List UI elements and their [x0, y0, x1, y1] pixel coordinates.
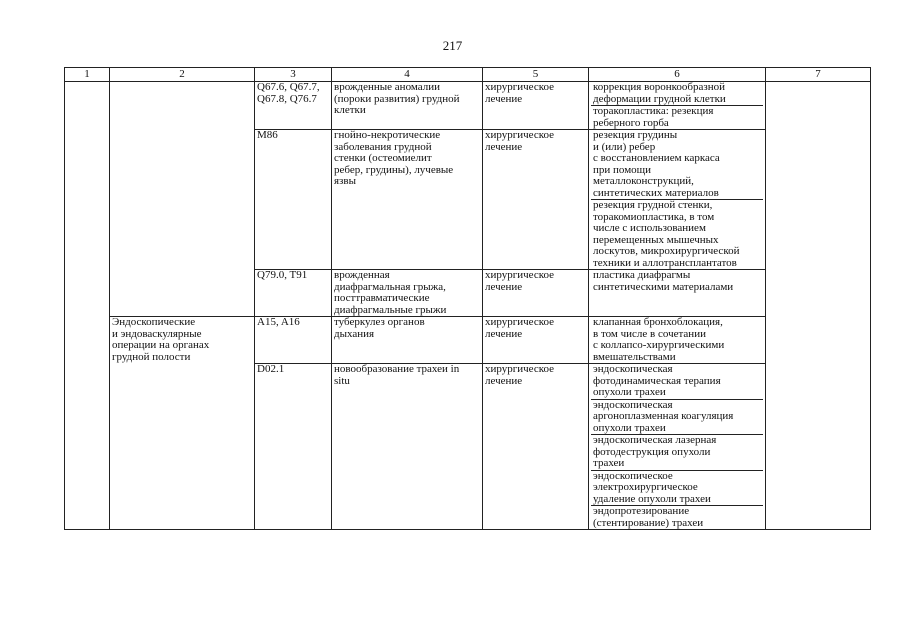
method-item: эндоскопическая лазерная фотодеструкция опухоли трахеи: [591, 435, 763, 471]
method-item: эндоскопическое электрохирургическое удаление опухоли трахеи: [591, 471, 763, 507]
cell-disease: [332, 82, 483, 130]
table-row: [65, 82, 871, 130]
disease-text: туберкулез органов дыхания: [334, 316, 425, 340]
method-item: торакопластика: резекция реберного горба: [593, 105, 714, 129]
cell-codes: [255, 364, 332, 530]
disease-text: врожденная диафрагмальная грыжа, посттравматические диафрагмальные грыжи: [334, 269, 447, 316]
treatment-text: хирургическое лечение: [485, 269, 555, 293]
column-header: 3: [255, 68, 332, 82]
disease-text: гнойно-некротические заболевания грудной стенки (остеомиелит ребер, грудины), лучевые язвы: [334, 129, 454, 187]
cell-treatment: [483, 364, 589, 530]
cell-number: [65, 82, 110, 530]
cell-treatment: [483, 317, 589, 364]
cell-methods: [589, 270, 766, 317]
codes-text: Q79.0, T91: [257, 269, 308, 281]
cell-treatment: [483, 82, 589, 130]
cell-group: [110, 317, 255, 530]
method-item: клапанная бронхоблокация, в том числе в сочетании с коллапсо-хирургическими вмешательствами: [593, 316, 725, 363]
cell-methods: [589, 364, 766, 530]
medical-procedures-table: [64, 67, 871, 530]
codes-text: Q67.6, Q67.7, Q67.8, Q76.7: [257, 81, 320, 105]
method-item: резекция грудины и (или) ребер с восстановлением каркаса при помощи металлоконструкций, синтетических материалов: [591, 130, 763, 200]
cell-codes: [255, 270, 332, 317]
column-header: 6: [589, 68, 766, 82]
cell-disease: [332, 364, 483, 530]
method-item: эндоскопическая фотодинамическая терапия опухоли трахеи: [591, 364, 763, 400]
treatment-text: хирургическое лечение: [485, 316, 555, 340]
codes-text: A15, A16: [257, 316, 300, 328]
group-text: Эндоскопические и эндоваскулярные операции на органах грудной полости: [112, 316, 210, 363]
method-item: коррекция воронкообразной деформации грудной клетки: [591, 82, 763, 106]
codes-text: M86: [257, 129, 278, 141]
page-number: 217: [442, 38, 463, 53]
column-header: 5: [483, 68, 589, 82]
codes-text: D02.1: [257, 363, 285, 375]
table-header-row: [65, 68, 871, 82]
cell-methods: [589, 317, 766, 364]
column-header: 2: [110, 68, 255, 82]
cell-disease: [332, 270, 483, 317]
cell-methods: [589, 82, 766, 130]
cell-disease: [332, 317, 483, 364]
column-header: 1: [65, 68, 110, 82]
cell-methods: [589, 130, 766, 270]
disease-text: новообразование трахеи in situ: [334, 363, 460, 387]
treatment-text: хирургическое лечение: [485, 129, 555, 153]
method-item: эндопротезирование (стентирование) трахеи: [593, 505, 704, 529]
disease-text: врожденные аномалии (пороки развития) грудной клетки: [334, 81, 460, 116]
treatment-text: хирургическое лечение: [485, 81, 555, 105]
cell-treatment: [483, 130, 589, 270]
cell-disease: [332, 130, 483, 270]
cell-codes: [255, 130, 332, 270]
cell-codes: [255, 82, 332, 130]
cell-col7: [766, 82, 871, 530]
cell-codes: [255, 317, 332, 364]
column-header: 4: [332, 68, 483, 82]
table-row: [65, 317, 871, 364]
cell-group: [110, 82, 255, 317]
method-item: резекция грудной стенки, торакомиопластика, в том числе с использованием перемещенных мышечных лоскутов, микрохирургической техники и аллотрансплантатов: [593, 199, 740, 269]
column-header: 7: [766, 68, 871, 82]
method-item: эндоскопическая аргоноплазменная коагуляция опухоли трахеи: [591, 400, 763, 436]
cell-treatment: [483, 270, 589, 317]
treatment-text: хирургическое лечение: [485, 363, 555, 387]
method-item: пластика диафрагмы синтетическими материалами: [593, 269, 734, 293]
